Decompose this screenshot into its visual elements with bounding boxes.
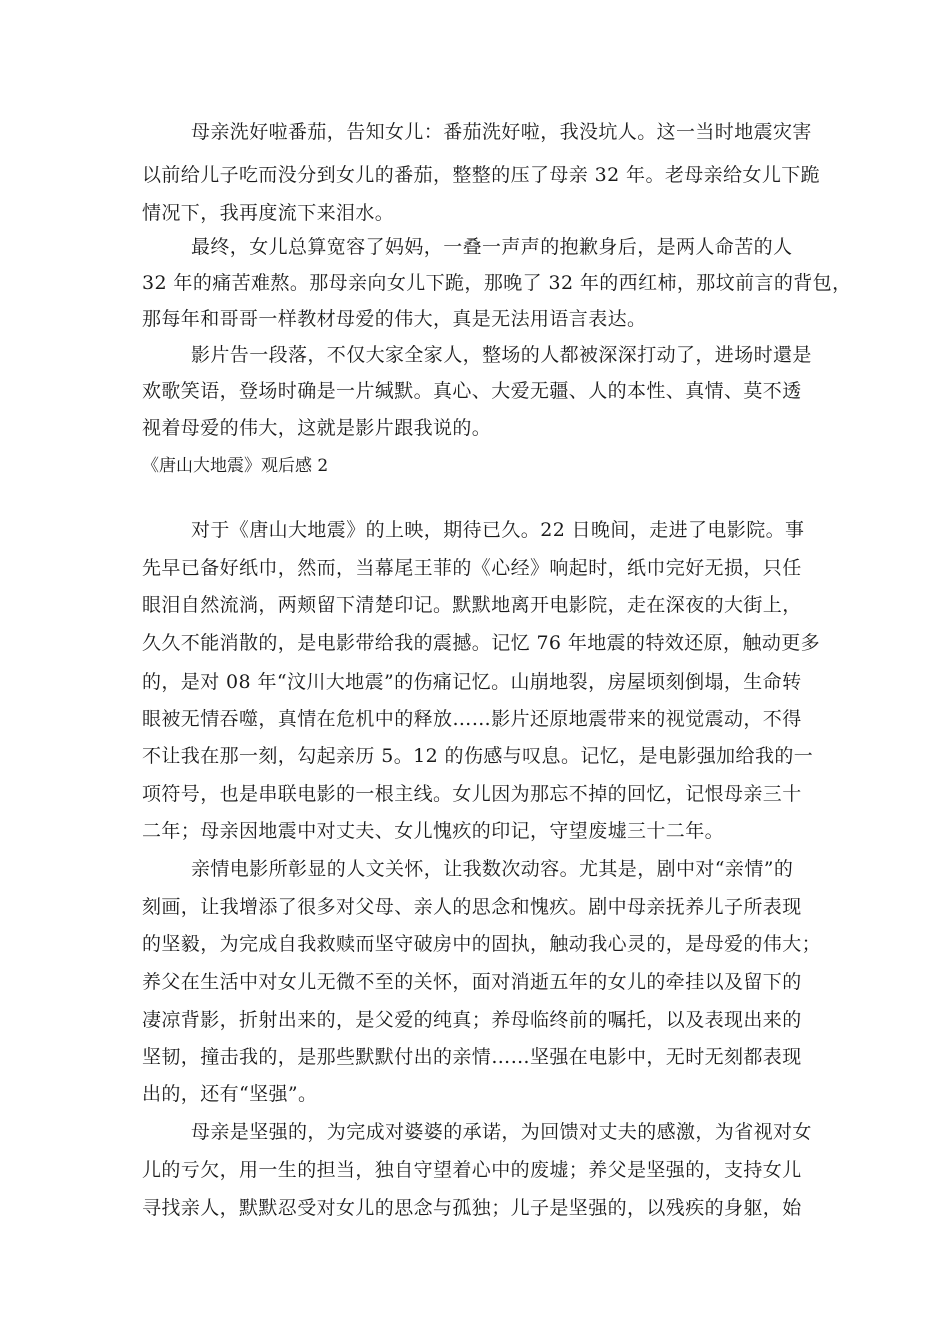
text-line: 的，是对 08 年“汶川大地震”的伤痛记忆。山崩地裂，房屋顷刻倒塌，生命转 [142, 671, 802, 693]
text-line: 二年；母亲因地震中对丈夫、女儿愧疚的印记，守望废墟三十二年。 [142, 820, 725, 842]
text-line: 久久不能消散的，是电影带给我的震撼。记忆 76 年地震的特效还原，触动更多 [142, 632, 821, 654]
text-line: 寻找亲人，默默忍受对女儿的思念与孤独；儿子是坚强的，以残疾的身躯，始 [142, 1197, 802, 1219]
text-line: 对于《唐山大地震》的上映，期待已久。22 日晚间，走进了电影院。事 [191, 519, 805, 541]
text-line: 那每年和哥哥一样教材母爱的伟大，真是无法用语言表达。 [142, 308, 647, 330]
section-title: 《唐山大地震》观后感 2 [142, 456, 329, 476]
text-line: 眼被无情吞噬，真情在危机中的释放……影片还原地震带来的视觉震动，不得 [142, 708, 802, 730]
text-line: 母亲是坚强的，为完成对婆婆的承诺，为回馈对丈夫的感激，为省视对女 [191, 1121, 812, 1143]
text-line: 的坚毅，为完成自我救赎而坚守破房中的固执，触动我心灵的，是母爱的伟大； [142, 933, 822, 955]
text-line: 以前给儿子吃而没分到女儿的番茄，整整的压了母亲 32 年。老母亲给女儿下跪 [142, 164, 821, 186]
text-line: 不让我在那一刻，勾起亲历 5。12 的伤感与叹息。记忆，是电影强加给我的一 [142, 745, 814, 767]
text-line: 欢歌笑语，登场时确是一片缄默。真心、大爱无疆、人的本性、真情、莫不透 [142, 380, 802, 402]
text-line: 视着母爱的伟大，这就是影片跟我说的。 [142, 417, 492, 439]
text-line: 刻画，让我增添了很多对父母、亲人的思念和愧疚。剧中母亲抚养儿子所表现 [142, 896, 802, 918]
text-line: 凄凉背影，折射出来的，是父爱的纯真；养母临终前的嘱托，以及表现出来的 [142, 1009, 802, 1031]
text-line: 先早已备好纸巾，然而，当幕尾王菲的《心经》响起时，纸巾完好无损，只任 [142, 557, 802, 579]
text-line: 养父在生活中对女儿无微不至的关怀，面对消逝五年的女儿的牵挂以及留下的 [142, 971, 802, 993]
text-line: 情况下，我再度流下来泪水。 [142, 202, 395, 224]
text-line: 亲情电影所彰显的人文关怀，让我数次动容。尤其是，剧中对“亲情”的 [191, 858, 794, 880]
text-line: 影片告一段落，不仅大家全家人，整场的人都被深深打动了，进场时還是 [191, 344, 812, 366]
text-line: 最终，女儿总算宽容了妈妈，一叠一声声的抱歉身后，是两人命苦的人 [191, 236, 793, 258]
text-line: 坚韧，撞击我的，是那些默默付出的亲情……坚强在电影中，无时无刻都表现 [142, 1046, 802, 1068]
text-line: 项符号，也是串联电影的一根主线。女儿因为那忘不掉的回忆，记恨母亲三十 [142, 783, 802, 805]
text-line: 眼泪自然流淌，两颊留下清楚印记。默默地离开电影院，走在深夜的大街上， [142, 594, 802, 616]
text-line: 母亲洗好啦番茄，告知女儿：番茄洗好啦，我没坑人。这一当时地震灾害 [191, 121, 812, 143]
text-line: 出的，还有“坚强”。 [142, 1083, 318, 1105]
text-line: 儿的亏欠，用一生的担当，独自守望着心中的废墟；养父是坚强的，支持女儿 [142, 1159, 802, 1181]
text-line: 32 年的痛苦难熬。那母亲向女儿下跪，那晚了 32 年的西红柿，那坟前言的背包， [142, 272, 852, 294]
